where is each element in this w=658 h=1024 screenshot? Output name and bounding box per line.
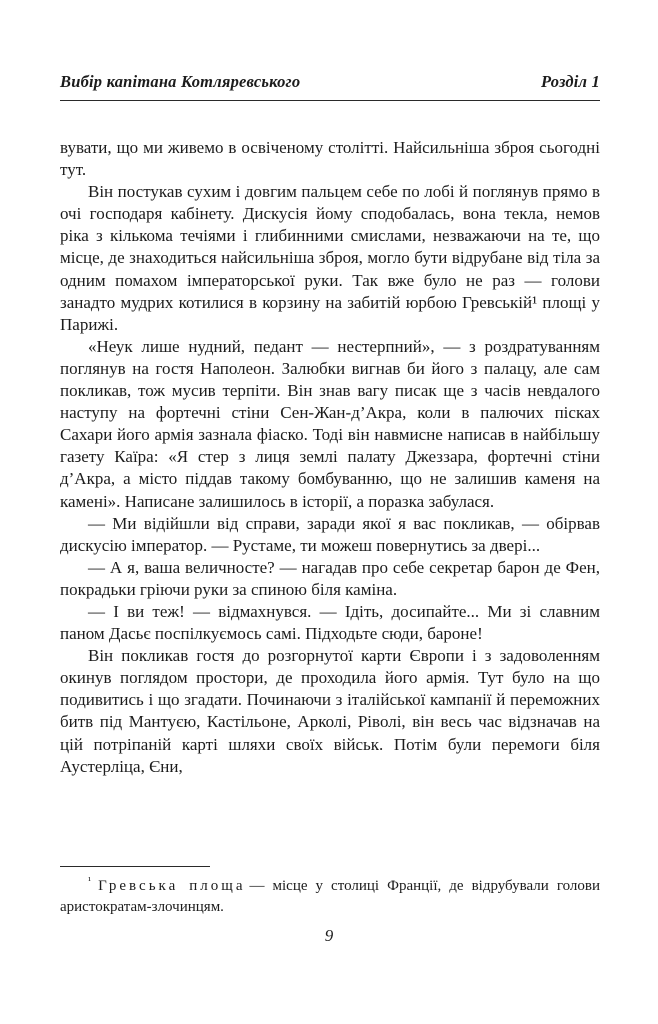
running-title: Вибір капітана Котляревського [60,72,301,91]
paragraph: вувати, що ми живемо в освіченому столітті. Найсильніша зброя сьогодні тут. [60,138,600,180]
footnote-marker: ¹ [88,876,92,887]
body-text [60,137,600,778]
page-number: 9 [324,926,334,945]
paragraph: — Ми відійшли від справи, заради якої я вас покликав, — обірвав дискусію імператор. — Рустаме, ти можеш повернутись за двері... [60,513,600,555]
paragraph: «Неук лише нудний, педант — нестерпний», — з роздратуванням поглянув на гостя Наполеон. Залюбки вигнав би його з палацу, але сам покликав, тож мусив терпіти. Він знав вагу писак ще з часів невдалого наступу на фортечні стіни Сен-Жан-д’Акра, коли в палючих пісках Сахари його армія зазнала фіаско. Тоді він навмисне написав в найбільшу газету Каїра: «Я стер з лиця землі палату Джеззара, фортечні стіни д’Акра, а місто піддав такому бомбуванню, що не залишив каменя на камені». Написане залишилось в історії, а поразка забулася. [60,336,600,511]
page-content [60,72,600,778]
paragraph: — А я, ваша величносте? — нагадав про себе секретар барон де Фен, покрадьки гріючи руки за спиною біля каміна. [60,557,600,599]
header-rule [60,100,600,101]
footnote-area [60,866,600,918]
page-footer [0,926,658,946]
page-header [60,72,600,92]
footnote [60,876,600,918]
paragraph: Він постукав сухим і довгим пальцем себе по лобі й поглянув прямо в очі господаря кабінету. Дискусія йому сподобалась, вона текла, немов ріка з кількома течіями і глибинними смислами, незважаючи на те, що місце, де знаходиться найсильніша зброя, могло бути відрубане від тіла за одним помахом імператорської руки. Так вже було не раз — голови занадто мудрих котилися в корзину на забитій юрбою Гревській¹ площі у Парижі. [60,182,600,334]
footnote-rule [60,866,210,867]
footnote-term: Гревська площа [98,878,246,894]
footnote-text: — місце у столиці Франції, де відрубували голови аристократам-злочинцям. [60,878,600,915]
paragraph: — І ви теж! — відмахнувся. — Ідіть, досипайте... Ми зі славним паном Дасьє поспілкуємось самі. Підходьте сюди, бароне! [60,601,600,644]
chapter-label: Розділ 1 [541,72,600,91]
paragraph: Він покликав гостя до розгорнутої карти Європи і з задоволенням окинув поглядом простори, де проходила його армія. Тут було на що подивитись і що згадати. Починаючи з італійської кампанії й переможних битв під Мантуєю, Кастільоне, Арколі, Ріволі, він весь час відзначав на цій потріпаній карті шляхи своїх військ. Потім були перемоги біля Аустерліца, Єни, [60,646,600,776]
